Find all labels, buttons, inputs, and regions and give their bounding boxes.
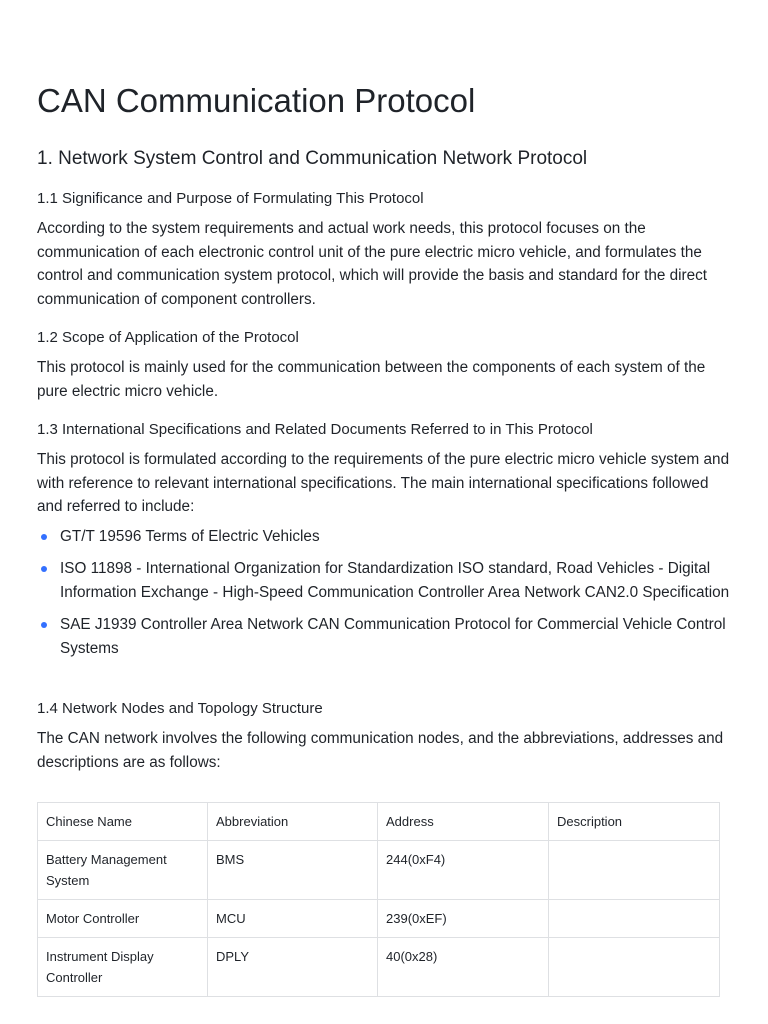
table-cell <box>549 841 720 900</box>
list-item-text: GT/T 19596 Terms of Electric Vehicles <box>60 528 320 545</box>
table-row <box>38 938 720 997</box>
section-heading-1: 1. Network System Control and Communication Network Protocol <box>37 148 588 169</box>
bullet-icon <box>41 622 47 628</box>
table-cell <box>549 938 720 997</box>
table-cell: 239(0xEF) <box>378 900 549 938</box>
list-item-text: SAE J1939 Controller Area Network CAN Communication Protocol for Commercial Vehicle Control Systems <box>60 616 726 657</box>
subsection-heading-1-1: 1.1 Significance and Purpose of Formulating This Protocol <box>37 190 424 207</box>
bullet-icon <box>41 566 47 572</box>
subsection-heading-1-3: 1.3 International Specifications and Related Documents Referred to in This Protocol <box>37 421 593 438</box>
spec-list <box>37 525 731 669</box>
table-cell <box>549 900 720 938</box>
list-item-text: ISO 11898 - International Organization for Standardization ISO standard, Road Vehicles - Digital Information Exchange - High-Speed Communication Controller Area Network CAN2.0 Specification <box>60 560 730 601</box>
table-cell: MCU <box>208 900 378 938</box>
nodes-table <box>37 802 720 997</box>
page-title: CAN Communication Protocol <box>37 82 476 119</box>
table-row <box>38 841 720 900</box>
table-header-cell: Address <box>378 803 549 841</box>
list-item <box>37 525 731 549</box>
subsection-heading-1-4: 1.4 Network Nodes and Topology Structure <box>37 700 323 717</box>
table-cell: DPLY <box>208 938 378 997</box>
table-cell: 40(0x28) <box>378 938 549 997</box>
table-row <box>38 900 720 938</box>
paragraph-1-2: This protocol is mainly used for the communication between the components of each system of the pure electric micro vehicle. <box>37 359 706 400</box>
list-item <box>37 557 731 604</box>
subsection-heading-1-2: 1.2 Scope of Application of the Protocol <box>37 329 299 346</box>
table-cell: BMS <box>208 841 378 900</box>
table-cell: 244(0xF4) <box>378 841 549 900</box>
table-header-cell: Description <box>549 803 720 841</box>
table-header-cell: Chinese Name <box>38 803 208 841</box>
table-cell: Motor Controller <box>38 900 208 938</box>
table-cell: Instrument Display Controller <box>38 938 208 997</box>
table-cell: Battery Management System <box>38 841 208 900</box>
list-item <box>37 613 731 660</box>
paragraph-1-3: This protocol is formulated according to the requirements of the pure electric micro vehicle system and with reference to relevant international specifications. The main international specifications followed and referred to include: <box>37 451 730 516</box>
paragraph-1-4: The CAN network involves the following communication nodes, and the abbreviations, addresses and descriptions are as follows: <box>37 730 724 771</box>
table-header-row <box>38 803 720 841</box>
paragraph-1-1: According to the system requirements and actual work needs, this protocol focuses on the communication of each electronic control unit of the pure electric micro vehicle, and formulates the control and communication system protocol, which will provide the basis and standard for the direct communication of component controllers. <box>37 220 707 309</box>
table-header-cell: Abbreviation <box>208 803 378 841</box>
bullet-icon <box>41 534 47 540</box>
